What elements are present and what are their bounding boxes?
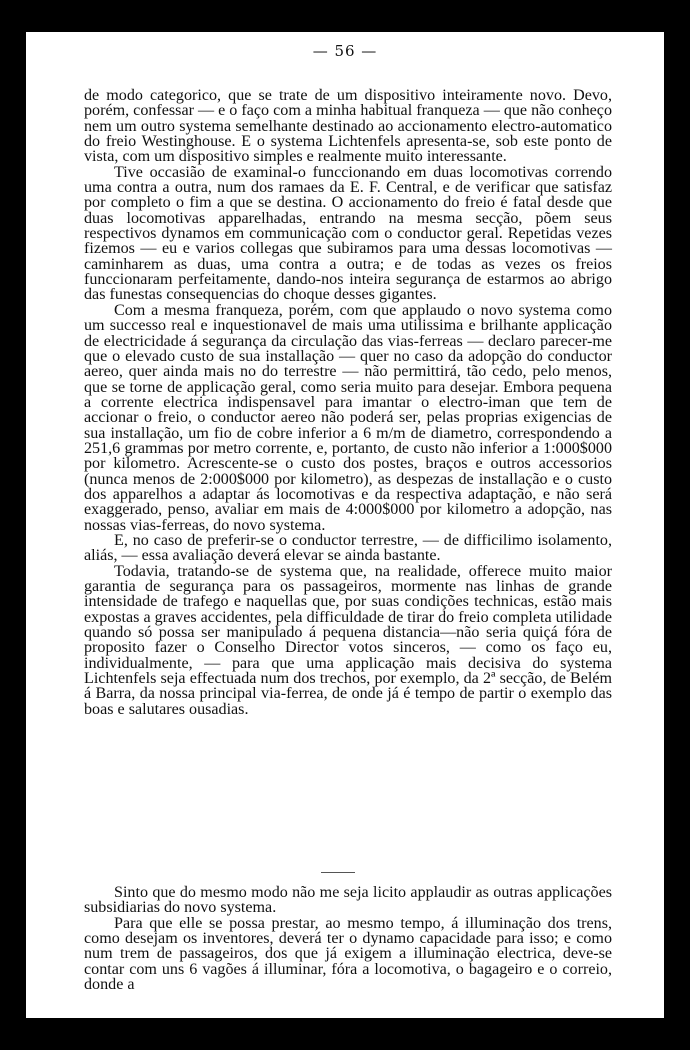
paragraph-2: Tive occasião de examinal-o funccionando em duas locomotivas correndo uma contra a outra, num dos ramaes da E. F. Central, e de verificar que satisfaz por completo o fim a que se destina. O accionamento do freio é fatal desde que duas locomotivas apparelhadas, entrando na mesma secção, põem seus respectivos dynamos em communicação com o conductor geral. Repetidas vezes fizemos — eu e varios collegas que subiramos para uma dessas locomotivas — caminharem as duas, uma contra a outra; e de todas as vezes os freios funccionaram perfeitamente, dando-nos inteira segurança de estarmos ao abrigo das funestas consequencias do choque desses gigantes. [84, 163, 612, 304]
page-number: — 56 — [312, 42, 378, 60]
second-text-section [84, 885, 612, 992]
section-divider [321, 872, 355, 873]
paragraph-4: E, no caso de preferir-se o conductor terrestre, — de difficilimo isolamento, aliás, — essa avaliação deverá elevar se ainda bastante. [84, 531, 612, 565]
paragraph-7: Para que elle se possa prestar, ao mesmo tempo, á illuminação dos trens, como desejam os inventores, deverá ter o dynamo capacidade para isso; e como num trem de passageiros, dos que já exigem a illuminação electrica, deve-se contar com uns 6 vagões á illuminar, fóra a locomotiva, o bagageiro e o correio, donde a [84, 914, 612, 994]
paragraph-6: Sinto que do mesmo modo não me seja licito applaudir as outras applicações subsidiarias do novo systema. [84, 884, 612, 917]
paragraph-1: de modo categorico, que se trate de um dispositivo inteiramente novo. Devo, porém, confessar — e o faço com a minha habitual franqueza — que não conheço nem um outro systema semelhante destinado ao accionamento electro-automatico do freio Westinghouse. E o systema Lichtenfels apresenta-se, sob este ponto de vista, com um dispositivo simples e realmente muito interessante. [84, 87, 612, 166]
document-page [26, 32, 664, 1018]
paragraph-5: Todavia, tratando-se de systema que, na realidade, offerece muito maior garantia de segurança para os passageiros, mormente nas linhas de grande intensidade de trafego e naquellas que, por suas condições technicas, estão mais expostas a graves accidentes, pela difficuldade de tirar do freio completa utilidade quando só possa ser manipulado á pequena distancia—não seria quiçá fóra de proposito fazer o Conselho Director votos sinceros, — como os faço eu, individualmente, — para que uma applicação mais decisiva do systema Lichtenfels seja effectuada num dos trechos, por exemplo, da 2ª secção, de Belém á Barra, da nossa principal via-ferrea, de onde já é tempo de partir o exemplo das boas e salutares ousadias. [84, 562, 612, 718]
main-text-section [84, 88, 612, 717]
paragraph-3: Com a mesma franqueza, porém, com que applaudo o novo systema como um successo real e inquestionavel de mais uma utilissima e brilhante applicação de electricidade á segurança da circulação das vias-ferreas — declaro parecer-me que o elevado custo de sua installação — quer no caso da adopção do conductor aereo, quer ainda mais no do terrestre — não permittirá, tão cedo, pelo menos, que se torne de applicação geral, como seria muito para desejar. Embora pequena a corrente electrica indispensavel para imantar o electro-iman que tem de accionar o freio, o conductor aereo não poderá ser, pelas proprias exigencias de sua installação, um fio de cobre inferior a 6 m/m de diametro, correspondendo a 251,6 grammas por metro corrente, e, portanto, de custo não inferior a 1:000$000 por kilometro. Acrescente-se o custo dos postes, braços e outros accessorios (nunca menos de 2:000$000 por kilometro), as despezas de installação e o custo dos apparelhos a adaptar ás locomotivas e da respectiva adaptação, e não será exaggerado, penso, avaliar em mais de 4:000$000 por kilometro a adopção, nas nossas vias-ferreas, do novo systema. [84, 301, 612, 534]
